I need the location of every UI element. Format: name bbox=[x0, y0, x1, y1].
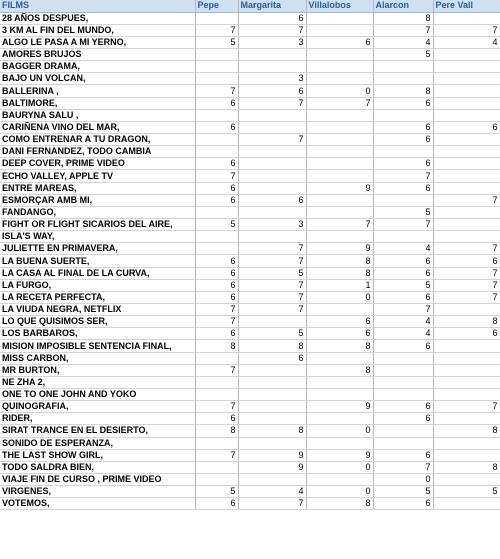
score-cell-pepe[interactable]: 6 bbox=[195, 121, 238, 133]
score-cell-pere-vall[interactable]: 7 bbox=[433, 267, 500, 279]
score-cell-villalobos[interactable] bbox=[306, 231, 373, 243]
score-cell-pepe[interactable] bbox=[195, 146, 238, 158]
film-title-cell[interactable]: 28 AÑOS DESPUES, bbox=[0, 12, 195, 24]
score-cell-pere-vall[interactable] bbox=[433, 146, 500, 158]
score-cell-alarcon[interactable]: 7 bbox=[373, 24, 433, 36]
score-cell-villalobos[interactable] bbox=[306, 24, 373, 36]
score-cell-villalobos[interactable] bbox=[306, 389, 373, 401]
score-cell-pepe[interactable]: 7 bbox=[195, 85, 238, 97]
score-cell-alarcon[interactable] bbox=[373, 146, 433, 158]
film-title-cell[interactable]: DEEP COVER, PRIME VIDEO bbox=[0, 158, 195, 170]
score-cell-pere-vall[interactable] bbox=[433, 473, 500, 485]
score-cell-villalobos[interactable] bbox=[306, 12, 373, 24]
score-cell-alarcon[interactable] bbox=[373, 231, 433, 243]
table-row bbox=[0, 49, 500, 61]
score-cell-pere-vall[interactable]: 8 bbox=[433, 316, 500, 328]
score-cell-alarcon[interactable] bbox=[373, 376, 433, 388]
table-row bbox=[0, 219, 500, 231]
header-pepe[interactable]: Pepe bbox=[195, 0, 238, 12]
score-cell-villalobos[interactable] bbox=[306, 376, 373, 388]
film-title-cell[interactable]: VIRGENES, bbox=[0, 486, 195, 498]
score-cell-pepe[interactable]: 8 bbox=[195, 340, 238, 352]
film-title-cell[interactable]: CARIÑENA VINO DEL MAR, bbox=[0, 121, 195, 133]
score-cell-margarita[interactable] bbox=[238, 182, 306, 194]
table-row bbox=[0, 36, 500, 48]
score-cell-villalobos[interactable] bbox=[306, 49, 373, 61]
score-cell-alarcon[interactable]: 7 bbox=[373, 170, 433, 182]
score-cell-alarcon[interactable]: 6 bbox=[373, 498, 433, 510]
table-row bbox=[0, 340, 500, 352]
film-title-cell[interactable]: LA CASA AL FINAL DE LA CURVA, bbox=[0, 267, 195, 279]
score-cell-villalobos[interactable]: 7 bbox=[306, 219, 373, 231]
score-cell-margarita[interactable]: 3 bbox=[238, 73, 306, 85]
score-cell-pepe[interactable] bbox=[195, 61, 238, 73]
score-cell-pere-vall[interactable]: 7 bbox=[433, 24, 500, 36]
score-cell-villalobos[interactable]: 8 bbox=[306, 364, 373, 376]
table-row bbox=[0, 194, 500, 206]
score-cell-alarcon[interactable]: 4 bbox=[373, 328, 433, 340]
score-cell-pere-vall[interactable] bbox=[433, 49, 500, 61]
score-cell-pere-vall[interactable]: 8 bbox=[433, 461, 500, 473]
score-cell-pepe[interactable]: 5 bbox=[195, 36, 238, 48]
score-cell-pepe[interactable]: 8 bbox=[195, 425, 238, 437]
film-title-cell[interactable]: MISION IMPOSIBLE SENTENCIA FINAL, bbox=[0, 340, 195, 352]
score-cell-villalobos[interactable] bbox=[306, 61, 373, 73]
table-row bbox=[0, 61, 500, 73]
score-cell-villalobos[interactable]: 6 bbox=[306, 316, 373, 328]
score-cell-pere-vall[interactable]: 8 bbox=[433, 425, 500, 437]
score-cell-villalobos[interactable]: 0 bbox=[306, 291, 373, 303]
score-cell-margarita[interactable]: 6 bbox=[238, 194, 306, 206]
table-row bbox=[0, 473, 500, 485]
table-row bbox=[0, 231, 500, 243]
score-cell-pepe[interactable] bbox=[195, 134, 238, 146]
score-cell-villalobos[interactable] bbox=[306, 134, 373, 146]
score-cell-villalobos[interactable]: 9 bbox=[306, 243, 373, 255]
film-title-cell[interactable]: RIDER, bbox=[0, 413, 195, 425]
score-cell-margarita[interactable]: 3 bbox=[238, 219, 306, 231]
score-cell-pere-vall[interactable]: 5 bbox=[433, 486, 500, 498]
score-cell-villalobos[interactable]: 0 bbox=[306, 486, 373, 498]
score-cell-pepe[interactable] bbox=[195, 473, 238, 485]
score-cell-margarita[interactable]: 8 bbox=[238, 425, 306, 437]
table-row bbox=[0, 449, 500, 461]
score-cell-alarcon[interactable]: 4 bbox=[373, 316, 433, 328]
table-row bbox=[0, 364, 500, 376]
score-cell-alarcon[interactable]: 7 bbox=[373, 461, 433, 473]
score-cell-pere-vall[interactable] bbox=[433, 340, 500, 352]
score-cell-pepe[interactable]: 6 bbox=[195, 158, 238, 170]
score-cell-villalobos[interactable] bbox=[306, 146, 373, 158]
score-cell-pepe[interactable]: 7 bbox=[195, 24, 238, 36]
score-cell-villalobos[interactable]: 8 bbox=[306, 340, 373, 352]
score-cell-margarita[interactable]: 7 bbox=[238, 134, 306, 146]
header-margarita[interactable]: Margarita bbox=[238, 0, 306, 12]
score-cell-pere-vall[interactable] bbox=[433, 61, 500, 73]
score-cell-pere-vall[interactable] bbox=[433, 109, 500, 121]
table-row bbox=[0, 486, 500, 498]
score-cell-margarita[interactable]: 6 bbox=[238, 85, 306, 97]
score-cell-margarita[interactable] bbox=[238, 413, 306, 425]
score-cell-villalobos[interactable]: 8 bbox=[306, 267, 373, 279]
film-title-cell[interactable]: MR BURTON, bbox=[0, 364, 195, 376]
score-cell-alarcon[interactable] bbox=[373, 437, 433, 449]
table-row bbox=[0, 206, 500, 218]
score-cell-pere-vall[interactable] bbox=[433, 170, 500, 182]
score-cell-pepe[interactable]: 5 bbox=[195, 486, 238, 498]
table-row bbox=[0, 498, 500, 510]
score-cell-pepe[interactable] bbox=[195, 49, 238, 61]
score-cell-pepe[interactable]: 6 bbox=[195, 291, 238, 303]
score-cell-pepe[interactable]: 7 bbox=[195, 304, 238, 316]
score-cell-alarcon[interactable] bbox=[373, 109, 433, 121]
score-cell-pere-vall[interactable] bbox=[433, 304, 500, 316]
table-row bbox=[0, 12, 500, 24]
score-cell-margarita[interactable]: 5 bbox=[238, 267, 306, 279]
score-cell-margarita[interactable] bbox=[238, 158, 306, 170]
table-row bbox=[0, 291, 500, 303]
film-title-cell[interactable]: LA VIUDA NEGRA, NETFLIX bbox=[0, 304, 195, 316]
table-row bbox=[0, 401, 500, 413]
film-title-cell[interactable]: ESMORÇAR AMB MI, bbox=[0, 194, 195, 206]
table-row bbox=[0, 24, 500, 36]
score-cell-pepe[interactable] bbox=[195, 389, 238, 401]
score-cell-villalobos[interactable]: 9 bbox=[306, 401, 373, 413]
score-cell-villalobos[interactable] bbox=[306, 73, 373, 85]
score-cell-villalobos[interactable]: 0 bbox=[306, 425, 373, 437]
film-title-cell[interactable]: FIGHT OR FLIGHT SICARIOS DEL AIRE, bbox=[0, 219, 195, 231]
score-cell-pepe[interactable]: 7 bbox=[195, 170, 238, 182]
score-cell-pere-vall[interactable]: 7 bbox=[433, 401, 500, 413]
score-cell-villalobos[interactable] bbox=[306, 170, 373, 182]
score-cell-pepe[interactable]: 6 bbox=[195, 182, 238, 194]
score-cell-pere-vall[interactable] bbox=[433, 12, 500, 24]
table-row bbox=[0, 328, 500, 340]
score-cell-villalobos[interactable]: 9 bbox=[306, 182, 373, 194]
score-cell-pepe[interactable]: 6 bbox=[195, 267, 238, 279]
score-cell-margarita[interactable] bbox=[238, 316, 306, 328]
score-cell-margarita[interactable] bbox=[238, 231, 306, 243]
score-cell-alarcon[interactable]: 5 bbox=[373, 206, 433, 218]
score-cell-alarcon[interactable]: 7 bbox=[373, 219, 433, 231]
score-cell-pere-vall[interactable] bbox=[433, 437, 500, 449]
score-cell-pepe[interactable]: 6 bbox=[195, 255, 238, 267]
score-cell-pere-vall[interactable] bbox=[433, 206, 500, 218]
header-alarcon[interactable]: Alarcon bbox=[373, 0, 433, 12]
table-row bbox=[0, 243, 500, 255]
score-cell-pere-vall[interactable] bbox=[433, 364, 500, 376]
score-cell-pere-vall[interactable]: 7 bbox=[433, 279, 500, 291]
table-row bbox=[0, 437, 500, 449]
score-cell-margarita[interactable] bbox=[238, 376, 306, 388]
score-cell-margarita[interactable]: 7 bbox=[238, 291, 306, 303]
score-cell-alarcon[interactable]: 5 bbox=[373, 486, 433, 498]
score-cell-pepe[interactable] bbox=[195, 206, 238, 218]
table-row bbox=[0, 134, 500, 146]
score-cell-pepe[interactable]: 7 bbox=[195, 316, 238, 328]
score-cell-pere-vall[interactable] bbox=[433, 73, 500, 85]
score-cell-margarita[interactable]: 6 bbox=[238, 12, 306, 24]
film-title-cell[interactable]: ALGO LE PASA A MI YERNO, bbox=[0, 36, 195, 48]
score-cell-pere-vall[interactable] bbox=[433, 389, 500, 401]
score-cell-alarcon[interactable] bbox=[373, 389, 433, 401]
score-cell-margarita[interactable] bbox=[238, 109, 306, 121]
score-cell-pere-vall[interactable]: 4 bbox=[433, 36, 500, 48]
score-cell-alarcon[interactable]: 4 bbox=[373, 36, 433, 48]
score-cell-margarita[interactable]: 3 bbox=[238, 36, 306, 48]
score-cell-pere-vall[interactable]: 7 bbox=[433, 243, 500, 255]
score-cell-alarcon[interactable]: 6 bbox=[373, 449, 433, 461]
table-row bbox=[0, 146, 500, 158]
score-cell-alarcon[interactable]: 4 bbox=[373, 243, 433, 255]
score-cell-alarcon[interactable] bbox=[373, 425, 433, 437]
film-title-cell[interactable]: BAGGER DRAMA, bbox=[0, 61, 195, 73]
table-row bbox=[0, 425, 500, 437]
score-cell-alarcon[interactable]: 8 bbox=[373, 85, 433, 97]
score-cell-margarita[interactable]: 7 bbox=[238, 97, 306, 109]
score-cell-alarcon[interactable]: 6 bbox=[373, 401, 433, 413]
film-title-cell[interactable]: ONE TO ONE JOHN AND YOKO bbox=[0, 389, 195, 401]
film-title-cell[interactable]: LA FURGO, bbox=[0, 279, 195, 291]
score-cell-alarcon[interactable] bbox=[373, 352, 433, 364]
score-cell-pepe[interactable] bbox=[195, 352, 238, 364]
score-cell-pepe[interactable]: 6 bbox=[195, 279, 238, 291]
score-cell-pepe[interactable] bbox=[195, 109, 238, 121]
score-cell-pere-vall[interactable] bbox=[433, 134, 500, 146]
score-cell-villalobos[interactable] bbox=[306, 206, 373, 218]
film-title-cell[interactable]: BALLERINA , bbox=[0, 85, 195, 97]
score-cell-pere-vall[interactable] bbox=[433, 413, 500, 425]
score-cell-pepe[interactable]: 6 bbox=[195, 413, 238, 425]
score-cell-pepe[interactable]: 6 bbox=[195, 97, 238, 109]
score-cell-pere-vall[interactable]: 7 bbox=[433, 291, 500, 303]
score-cell-margarita[interactable]: 7 bbox=[238, 498, 306, 510]
score-cell-pere-vall[interactable] bbox=[433, 498, 500, 510]
score-cell-alarcon[interactable]: 6 bbox=[373, 291, 433, 303]
score-cell-alarcon[interactable]: 5 bbox=[373, 279, 433, 291]
score-cell-alarcon[interactable]: 6 bbox=[373, 121, 433, 133]
score-cell-villalobos[interactable] bbox=[306, 413, 373, 425]
score-cell-pepe[interactable] bbox=[195, 243, 238, 255]
score-cell-villalobos[interactable] bbox=[306, 194, 373, 206]
score-cell-pere-vall[interactable] bbox=[433, 158, 500, 170]
score-cell-margarita[interactable]: 7 bbox=[238, 243, 306, 255]
score-cell-alarcon[interactable]: 6 bbox=[373, 255, 433, 267]
table-row bbox=[0, 376, 500, 388]
score-cell-pepe[interactable] bbox=[195, 231, 238, 243]
score-cell-margarita[interactable]: 7 bbox=[238, 304, 306, 316]
film-title-cell[interactable]: ENTRE MAREAS, bbox=[0, 182, 195, 194]
film-title-cell[interactable]: DANI FERNANDEZ, TODO CAMBIA bbox=[0, 146, 195, 158]
score-cell-villalobos[interactable] bbox=[306, 121, 373, 133]
film-title-cell[interactable]: LA BUENA SUERTE, bbox=[0, 255, 195, 267]
score-cell-margarita[interactable] bbox=[238, 401, 306, 413]
score-cell-alarcon[interactable]: 5 bbox=[373, 49, 433, 61]
score-cell-alarcon[interactable] bbox=[373, 194, 433, 206]
score-cell-margarita[interactable]: 9 bbox=[238, 461, 306, 473]
score-cell-villalobos[interactable]: 0 bbox=[306, 461, 373, 473]
score-cell-pepe[interactable] bbox=[195, 376, 238, 388]
score-cell-margarita[interactable]: 6 bbox=[238, 352, 306, 364]
score-cell-margarita[interactable] bbox=[238, 146, 306, 158]
score-cell-pere-vall[interactable] bbox=[433, 231, 500, 243]
film-title-cell[interactable]: LA RECETA PERFECTA, bbox=[0, 291, 195, 303]
film-title-cell[interactable]: BALTIMORE, bbox=[0, 97, 195, 109]
film-title-cell[interactable]: TODO SALDRA BIEN, bbox=[0, 461, 195, 473]
table-row bbox=[0, 170, 500, 182]
score-cell-margarita[interactable] bbox=[238, 206, 306, 218]
table-row bbox=[0, 461, 500, 473]
score-cell-alarcon[interactable] bbox=[373, 73, 433, 85]
header-villalobos[interactable]: Villalobos bbox=[306, 0, 373, 12]
score-cell-villalobos[interactable]: 1 bbox=[306, 279, 373, 291]
score-cell-pere-vall[interactable] bbox=[433, 85, 500, 97]
score-cell-margarita[interactable]: 7 bbox=[238, 24, 306, 36]
score-cell-alarcon[interactable]: 7 bbox=[373, 304, 433, 316]
score-cell-pere-vall[interactable] bbox=[433, 219, 500, 231]
film-title-cell[interactable]: FANDANGO, bbox=[0, 206, 195, 218]
score-cell-margarita[interactable]: 4 bbox=[238, 486, 306, 498]
score-cell-pepe[interactable] bbox=[195, 12, 238, 24]
film-title-cell[interactable]: BAURYNA SALU , bbox=[0, 109, 195, 121]
table-row bbox=[0, 255, 500, 267]
score-cell-margarita[interactable] bbox=[238, 364, 306, 376]
score-cell-margarita[interactable]: 9 bbox=[238, 449, 306, 461]
score-cell-villalobos[interactable] bbox=[306, 473, 373, 485]
film-title-cell[interactable]: QUINOGRAFIA, bbox=[0, 401, 195, 413]
score-cell-pepe[interactable]: 5 bbox=[195, 219, 238, 231]
film-title-cell[interactable]: THE LAST SHOW GIRL, bbox=[0, 449, 195, 461]
score-cell-margarita[interactable]: 5 bbox=[238, 328, 306, 340]
score-cell-margarita[interactable]: 8 bbox=[238, 340, 306, 352]
film-title-cell[interactable]: SONIDO DE ESPERANZA, bbox=[0, 437, 195, 449]
film-title-cell[interactable]: AMORES BRUJOS bbox=[0, 49, 195, 61]
score-cell-villalobos[interactable] bbox=[306, 437, 373, 449]
score-cell-alarcon[interactable]: 6 bbox=[373, 267, 433, 279]
score-cell-pere-vall[interactable]: 6 bbox=[433, 121, 500, 133]
film-title-cell[interactable]: ECHO VALLEY, APPLE TV bbox=[0, 170, 195, 182]
score-cell-villalobos[interactable]: 0 bbox=[306, 85, 373, 97]
score-cell-pere-vall[interactable] bbox=[433, 449, 500, 461]
score-cell-pepe[interactable] bbox=[195, 437, 238, 449]
table-row bbox=[0, 304, 500, 316]
score-cell-pepe[interactable]: 6 bbox=[195, 498, 238, 510]
score-cell-alarcon[interactable] bbox=[373, 61, 433, 73]
table-row bbox=[0, 413, 500, 425]
score-cell-pere-vall[interactable]: 6 bbox=[433, 328, 500, 340]
score-cell-pere-vall[interactable] bbox=[433, 182, 500, 194]
score-cell-pere-vall[interactable] bbox=[433, 376, 500, 388]
score-cell-alarcon[interactable]: 0 bbox=[373, 473, 433, 485]
score-cell-villalobos[interactable]: 6 bbox=[306, 328, 373, 340]
score-cell-villalobos[interactable] bbox=[306, 158, 373, 170]
score-cell-villalobos[interactable] bbox=[306, 304, 373, 316]
score-cell-margarita[interactable] bbox=[238, 389, 306, 401]
score-cell-alarcon[interactable]: 6 bbox=[373, 134, 433, 146]
score-cell-margarita[interactable]: 7 bbox=[238, 255, 306, 267]
film-title-cell[interactable]: ISLA'S WAY, bbox=[0, 231, 195, 243]
film-title-cell[interactable]: SIRAT TRANCE EN EL DESIERTO, bbox=[0, 425, 195, 437]
film-title-cell[interactable]: JULIETTE EN PRIMAVERA, bbox=[0, 243, 195, 255]
score-cell-villalobos[interactable]: 7 bbox=[306, 97, 373, 109]
score-cell-alarcon[interactable]: 6 bbox=[373, 158, 433, 170]
table-row bbox=[0, 73, 500, 85]
score-cell-margarita[interactable] bbox=[238, 61, 306, 73]
score-cell-alarcon[interactable]: 8 bbox=[373, 12, 433, 24]
score-cell-pepe[interactable] bbox=[195, 461, 238, 473]
score-cell-margarita[interactable] bbox=[238, 437, 306, 449]
score-cell-villalobos[interactable]: 6 bbox=[306, 36, 373, 48]
table-row bbox=[0, 316, 500, 328]
score-cell-pere-vall[interactable] bbox=[433, 97, 500, 109]
score-cell-pere-vall[interactable] bbox=[433, 352, 500, 364]
table-row bbox=[0, 389, 500, 401]
table-row bbox=[0, 352, 500, 364]
film-title-cell[interactable]: LOS BARBAROS, bbox=[0, 328, 195, 340]
score-cell-alarcon[interactable]: 6 bbox=[373, 97, 433, 109]
score-cell-pepe[interactable]: 7 bbox=[195, 449, 238, 461]
score-cell-pepe[interactable]: 6 bbox=[195, 194, 238, 206]
score-cell-villalobos[interactable]: 9 bbox=[306, 449, 373, 461]
score-cell-margarita[interactable] bbox=[238, 170, 306, 182]
score-cell-alarcon[interactable]: 6 bbox=[373, 413, 433, 425]
score-cell-pepe[interactable] bbox=[195, 73, 238, 85]
score-cell-pepe[interactable]: 7 bbox=[195, 364, 238, 376]
header-row bbox=[0, 0, 500, 12]
header-pere-vall[interactable]: Pere Vall bbox=[433, 0, 500, 12]
score-cell-alarcon[interactable] bbox=[373, 364, 433, 376]
score-cell-alarcon[interactable]: 6 bbox=[373, 182, 433, 194]
film-title-cell[interactable]: 3 KM AL FIN DEL MUNDO, bbox=[0, 24, 195, 36]
film-title-cell[interactable]: VIAJE FIN DE CURSO , PRIME VIDEO bbox=[0, 473, 195, 485]
score-cell-villalobos[interactable] bbox=[306, 352, 373, 364]
score-cell-margarita[interactable] bbox=[238, 121, 306, 133]
film-title-cell[interactable]: NE ZHA 2, bbox=[0, 376, 195, 388]
score-cell-villalobos[interactable] bbox=[306, 109, 373, 121]
table-row bbox=[0, 121, 500, 133]
film-title-cell[interactable]: BAJO UN VOLCAN, bbox=[0, 73, 195, 85]
table-row bbox=[0, 279, 500, 291]
table-row bbox=[0, 85, 500, 97]
table-row bbox=[0, 97, 500, 109]
score-cell-pere-vall[interactable]: 7 bbox=[433, 194, 500, 206]
score-cell-margarita[interactable] bbox=[238, 49, 306, 61]
score-cell-margarita[interactable] bbox=[238, 473, 306, 485]
score-cell-pepe[interactable]: 7 bbox=[195, 401, 238, 413]
film-title-cell[interactable]: LO QUE QUISIMOS SER, bbox=[0, 316, 195, 328]
film-title-cell[interactable]: MISS CARBON, bbox=[0, 352, 195, 364]
table-row bbox=[0, 267, 500, 279]
table-row bbox=[0, 158, 500, 170]
table-row bbox=[0, 182, 500, 194]
score-cell-pere-vall[interactable]: 6 bbox=[433, 255, 500, 267]
film-title-cell[interactable]: COMO ENTRENAR A TU DRAGON, bbox=[0, 134, 195, 146]
score-cell-villalobos[interactable]: 8 bbox=[306, 255, 373, 267]
table-row bbox=[0, 109, 500, 121]
film-title-cell[interactable]: VOTEMOS, bbox=[0, 498, 195, 510]
score-cell-margarita[interactable]: 7 bbox=[238, 279, 306, 291]
score-cell-pepe[interactable]: 6 bbox=[195, 328, 238, 340]
score-cell-alarcon[interactable]: 6 bbox=[373, 340, 433, 352]
score-cell-villalobos[interactable]: 8 bbox=[306, 498, 373, 510]
header-films[interactable]: FILMS bbox=[0, 0, 195, 12]
